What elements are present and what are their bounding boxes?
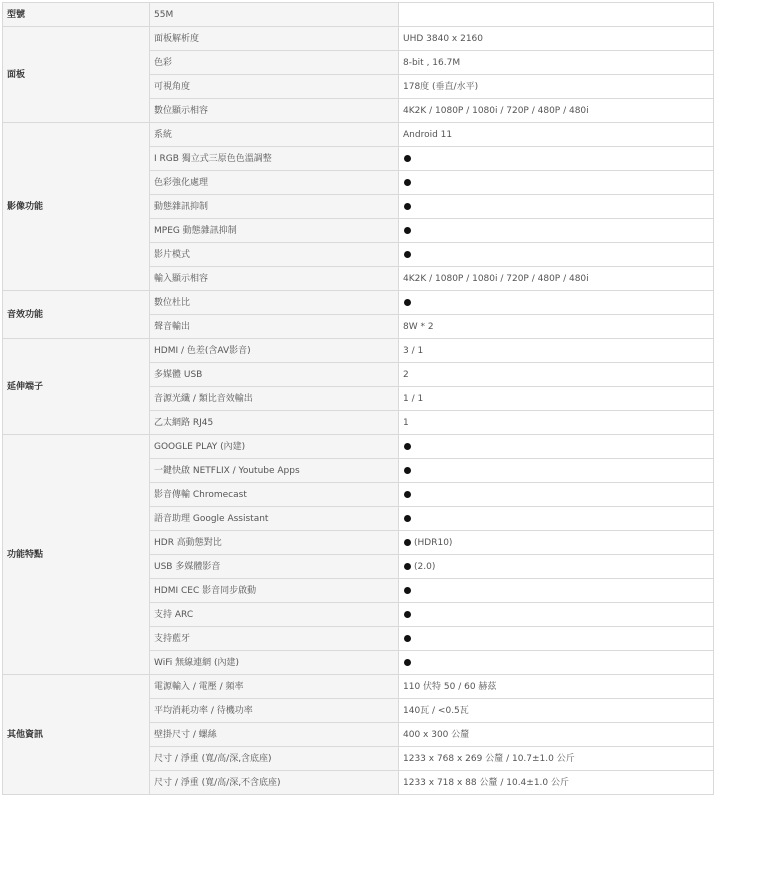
table-row-model (3, 3, 714, 27)
feature-cell: 支持 ARC (150, 603, 399, 627)
value-cell: 1233 x 718 x 88 公釐 / 10.4±1.0 公斤 (399, 771, 714, 795)
feature-cell: 語音助理 Google Assistant (150, 507, 399, 531)
category-cell: 延伸端子 (3, 339, 150, 435)
feature-cell: MPEG 動態雜訊抑制 (150, 219, 399, 243)
feature-cell: 面板解析度 (150, 27, 399, 51)
feature-cell: 音源光纖 / 類比音效輸出 (150, 387, 399, 411)
feature-cell: 多媒體 USB (150, 363, 399, 387)
value-cell: 400 x 300 公釐 (399, 723, 714, 747)
value-cell (399, 147, 714, 171)
feature-cell: 數位顯示相容 (150, 99, 399, 123)
feature-cell: 平均消耗功率 / 待機功率 (150, 699, 399, 723)
value-cell (399, 651, 714, 675)
table-row (3, 27, 714, 51)
table-row (3, 435, 714, 459)
supported-dot-icon (404, 203, 411, 210)
value-cell (399, 507, 714, 531)
feature-cell: 數位杜比 (150, 291, 399, 315)
supported-dot-icon (404, 659, 411, 666)
value-cell: 2 (399, 363, 714, 387)
feature-cell: GOOGLE PLAY (內建) (150, 435, 399, 459)
category-cell: 其他資訊 (3, 675, 150, 795)
feature-cell: 一鍵快啟 NETFLIX / Youtube Apps (150, 459, 399, 483)
feature-cell: HDMI / 色差(含AV影音) (150, 339, 399, 363)
feature-cell: 系統 (150, 123, 399, 147)
model-empty-cell (399, 3, 714, 27)
value-cell (399, 435, 714, 459)
value-cell: 1 (399, 411, 714, 435)
supported-dot-icon (404, 443, 411, 450)
value-cell: 1 / 1 (399, 387, 714, 411)
value-cell: 4K2K / 1080P / 1080i / 720P / 480P / 480i (399, 267, 714, 291)
supported-dot-icon (404, 563, 411, 570)
value-cell (399, 243, 714, 267)
value-cell (399, 171, 714, 195)
feature-cell: 壁掛尺寸 / 螺絲 (150, 723, 399, 747)
supported-dot-icon (404, 539, 411, 546)
supported-dot-icon (404, 515, 411, 522)
value-cell: 4K2K / 1080P / 1080i / 720P / 480P / 480i (399, 99, 714, 123)
supported-dot-icon (404, 227, 411, 234)
feature-cell: 色彩 (150, 51, 399, 75)
table-row (3, 291, 714, 315)
supported-dot-icon (404, 155, 411, 162)
feature-cell: 乙太網路 RJ45 (150, 411, 399, 435)
value-cell (399, 603, 714, 627)
feature-cell: 聲音輸出 (150, 315, 399, 339)
supported-dot-icon (404, 491, 411, 498)
feature-cell: 色彩強化處理 (150, 171, 399, 195)
spec-table (2, 2, 714, 795)
model-label: 型號 (3, 3, 150, 27)
table-row (3, 675, 714, 699)
feature-cell: 尺寸 / 淨重 (寬/高/深,含底座) (150, 747, 399, 771)
value-cell (399, 291, 714, 315)
supported-dot-icon (404, 635, 411, 642)
supported-dot-icon (404, 467, 411, 474)
supported-dot-icon (404, 251, 411, 258)
value-cell: UHD 3840 x 2160 (399, 27, 714, 51)
value-cell (399, 627, 714, 651)
feature-cell: 影音傳輸 Chromecast (150, 483, 399, 507)
value-cell (399, 483, 714, 507)
value-cell: 8-bit , 16.7M (399, 51, 714, 75)
value-cell (399, 555, 714, 579)
category-cell: 面板 (3, 27, 150, 123)
value-note: (2.0) (414, 561, 436, 572)
value-cell: 3 / 1 (399, 339, 714, 363)
feature-cell: USB 多媒體影音 (150, 555, 399, 579)
table-row (3, 123, 714, 147)
feature-cell: WiFi 無線連網 (內建) (150, 651, 399, 675)
supported-dot-icon (404, 179, 411, 186)
feature-cell: 支持藍牙 (150, 627, 399, 651)
feature-cell: 影片模式 (150, 243, 399, 267)
value-cell (399, 459, 714, 483)
supported-dot-icon (404, 587, 411, 594)
value-cell: 8W * 2 (399, 315, 714, 339)
category-cell: 功能特點 (3, 435, 150, 675)
feature-cell: 尺寸 / 淨重 (寬/高/深,不含底座) (150, 771, 399, 795)
feature-cell: 輸入顯示相容 (150, 267, 399, 291)
table-row (3, 339, 714, 363)
value-cell (399, 579, 714, 603)
category-cell: 影像功能 (3, 123, 150, 291)
value-cell (399, 531, 714, 555)
value-cell: 1233 x 768 x 269 公釐 / 10.7±1.0 公斤 (399, 747, 714, 771)
feature-cell: I RGB 獨立式三原色色溫調整 (150, 147, 399, 171)
value-cell (399, 219, 714, 243)
supported-dot-icon (404, 611, 411, 618)
spec-table-body (3, 3, 714, 795)
category-cell: 音效功能 (3, 291, 150, 339)
value-cell: 178度 (垂直/水平) (399, 75, 714, 99)
feature-cell: HDMI CEC 影音同步啟動 (150, 579, 399, 603)
value-cell: 140瓦 / <0.5瓦 (399, 699, 714, 723)
feature-cell: 動態雜訊抑制 (150, 195, 399, 219)
feature-cell: HDR 高動態對比 (150, 531, 399, 555)
model-value: 55M (150, 3, 399, 27)
value-cell: 110 伏特 50 / 60 赫茲 (399, 675, 714, 699)
feature-cell: 可視角度 (150, 75, 399, 99)
value-note: (HDR10) (414, 537, 453, 548)
value-cell: Android 11 (399, 123, 714, 147)
value-cell (399, 195, 714, 219)
feature-cell: 電源輸入 / 電壓 / 頻率 (150, 675, 399, 699)
supported-dot-icon (404, 299, 411, 306)
